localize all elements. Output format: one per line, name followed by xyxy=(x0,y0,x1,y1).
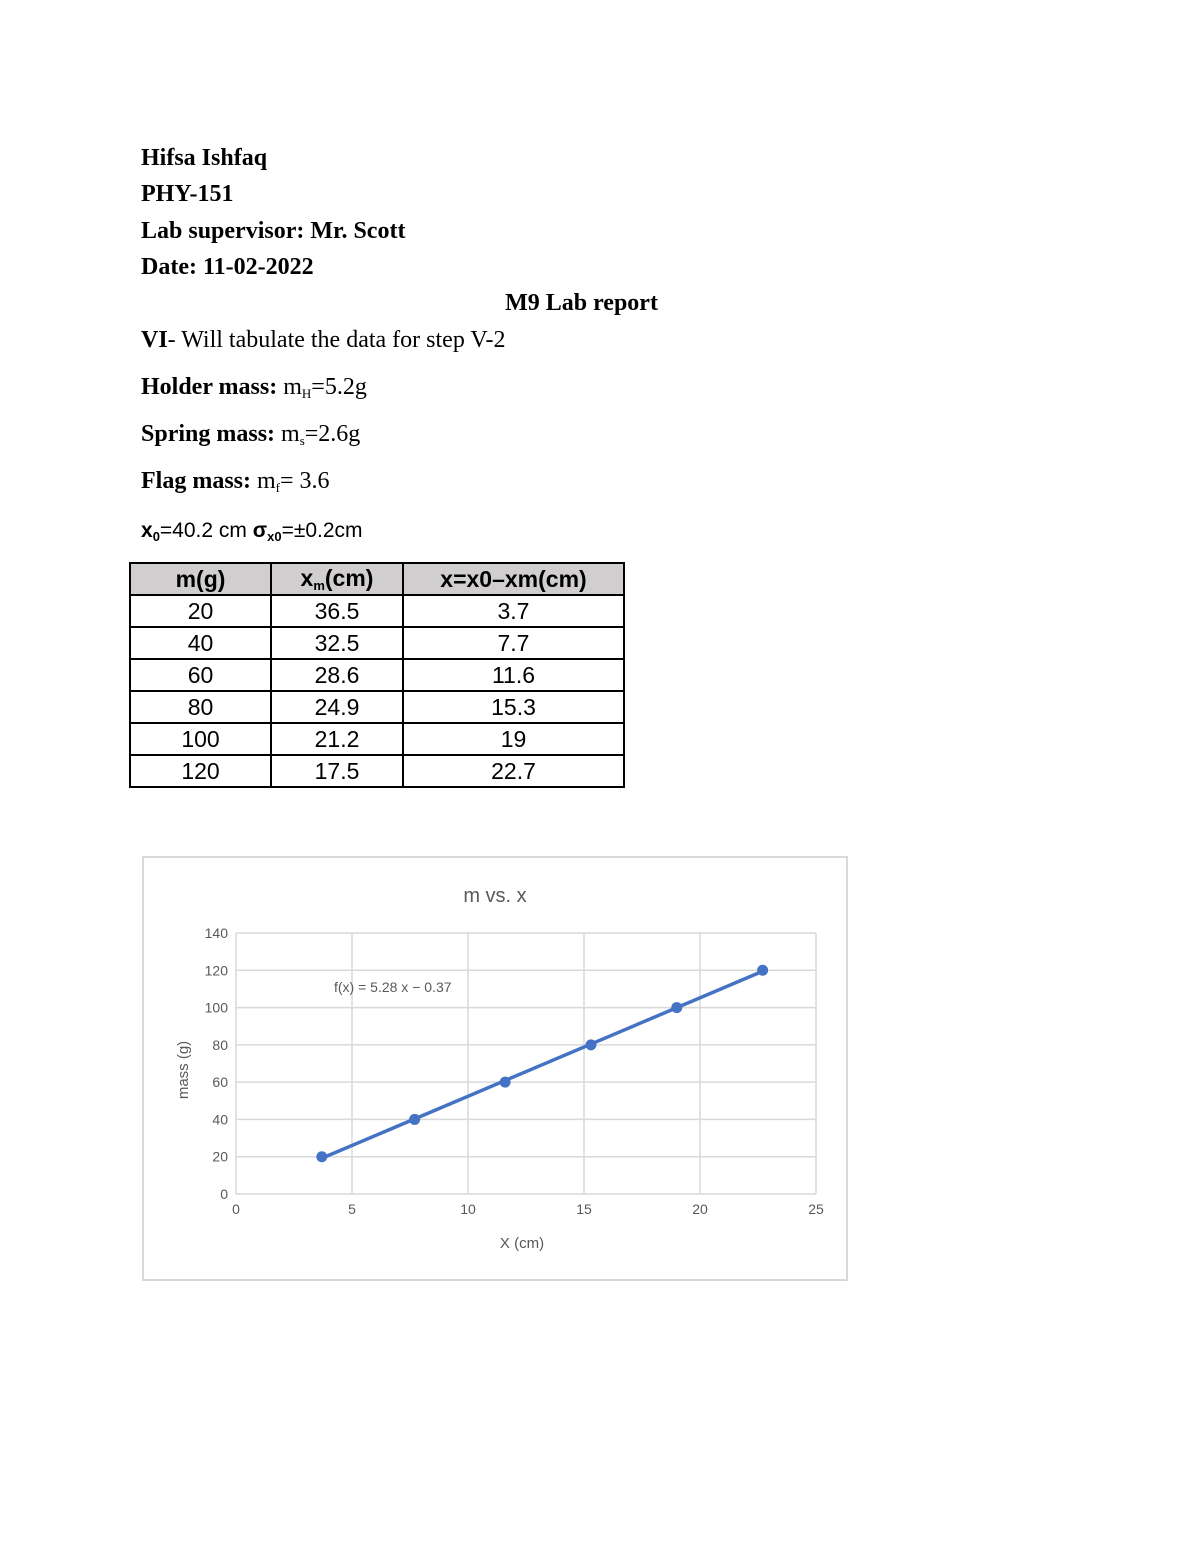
col-header-xm xyxy=(271,563,403,595)
spring-mass-value: =2.6g xyxy=(304,421,361,447)
sigma-value: =±0.2cm xyxy=(281,519,363,542)
y-axis-label: mass (g) xyxy=(175,1040,192,1100)
holder-mass-label: Holder mass: xyxy=(141,374,278,400)
sigma-sub: x0 xyxy=(267,529,282,544)
flag-mass-label: Flag mass: xyxy=(141,468,251,494)
cell-x: 11.6 xyxy=(403,659,624,691)
step-line xyxy=(141,325,506,355)
chart-title: m vs. x xyxy=(463,885,527,907)
x-tick-label: 10 xyxy=(460,1201,476,1217)
cell-x: 19 xyxy=(403,723,624,755)
x-tick-label: 25 xyxy=(808,1201,824,1217)
x0-value: =40.2 cm xyxy=(159,519,247,542)
trendline xyxy=(322,971,763,1158)
x0-line xyxy=(141,516,363,552)
col-header-xm-main: x xyxy=(300,565,314,591)
x-tick-label: 15 xyxy=(576,1201,592,1217)
x-tick-label: 5 xyxy=(348,1201,356,1217)
cell-xm: 36.5 xyxy=(271,595,403,627)
col-header-displacement: x=x0–xm(cm) xyxy=(403,563,624,595)
cell-xm: 24.9 xyxy=(271,691,403,723)
flag-mass-sub: f xyxy=(275,480,281,495)
cell-mass: 120 xyxy=(130,755,271,787)
cell-mass: 60 xyxy=(130,659,271,691)
table-row xyxy=(130,691,624,723)
data-point xyxy=(409,1114,420,1125)
cell-mass: 100 xyxy=(130,723,271,755)
cell-mass: 20 xyxy=(130,595,271,627)
spring-mass-sub: s xyxy=(299,433,305,448)
cell-x: 22.7 xyxy=(403,755,624,787)
x-tick-label: 0 xyxy=(232,1201,240,1217)
col-header-xm-rest: (cm) xyxy=(324,565,374,591)
cell-x: 15.3 xyxy=(403,691,624,723)
spring-mass-symbol: m xyxy=(281,421,300,447)
x-axis-label: X (cm) xyxy=(499,1235,545,1252)
report-date: Date: 11-02-2022 xyxy=(141,254,314,280)
x-tick-label: 20 xyxy=(692,1201,708,1217)
flag-mass-line xyxy=(141,466,330,503)
flag-mass-value: = 3.6 xyxy=(280,468,330,494)
holder-mass-sub: H xyxy=(301,386,312,401)
cell-x: 3.7 xyxy=(403,595,624,627)
y-tick-label: 120 xyxy=(204,962,228,979)
table-row xyxy=(130,595,624,627)
col-header-xm-sub: m xyxy=(313,578,325,593)
lab-supervisor: Lab supervisor: Mr. Scott xyxy=(141,218,406,244)
trendline-equation: f(x) = 5.28 x − 0.37 xyxy=(334,979,452,995)
scatter-chart xyxy=(144,858,846,1279)
flag-mass-symbol: m xyxy=(257,468,276,494)
sigma-symbol: σ xyxy=(252,519,268,542)
table-row xyxy=(130,723,624,755)
y-tick-label: 60 xyxy=(212,1074,228,1091)
col-header-mass: m(g) xyxy=(130,563,271,595)
student-name: Hifsa Ishfaq xyxy=(141,145,268,171)
y-tick-label: 20 xyxy=(212,1148,228,1165)
x0-symbol: x xyxy=(141,519,153,542)
y-tick-label: 40 xyxy=(212,1111,228,1128)
table-row xyxy=(130,755,624,787)
step-text: - Will tabulate the data for step V-2 xyxy=(167,327,506,353)
holder-mass-line xyxy=(141,372,367,409)
data-point xyxy=(500,1077,511,1088)
data-point xyxy=(316,1151,327,1162)
spring-mass-label: Spring mass: xyxy=(141,421,276,447)
table-header-row xyxy=(130,563,624,595)
y-tick-label: 0 xyxy=(220,1186,228,1202)
cell-mass: 40 xyxy=(130,627,271,659)
data-point xyxy=(757,965,768,976)
x0-sub: 0 xyxy=(152,529,160,544)
course-code: PHY-151 xyxy=(141,181,234,207)
report-title: M9 Lab report xyxy=(505,290,658,316)
cell-xm: 28.6 xyxy=(271,659,403,691)
cell-xm: 32.5 xyxy=(271,627,403,659)
data-point xyxy=(671,1002,682,1013)
chart-frame xyxy=(142,856,848,1281)
data-table xyxy=(129,562,625,788)
cell-mass: 80 xyxy=(130,691,271,723)
table-row xyxy=(130,659,624,691)
y-tick-label: 100 xyxy=(204,999,228,1016)
table-row xyxy=(130,627,624,659)
y-tick-label: 80 xyxy=(212,1036,228,1053)
data-point xyxy=(585,1039,596,1050)
cell-xm: 21.2 xyxy=(271,723,403,755)
cell-x: 7.7 xyxy=(403,627,624,659)
holder-mass-symbol: m xyxy=(283,374,302,400)
y-tick-label: 140 xyxy=(204,925,228,941)
holder-mass-value: =5.2g xyxy=(311,374,367,400)
step-label: VI xyxy=(141,327,168,353)
cell-xm: 17.5 xyxy=(271,755,403,787)
spring-mass-line xyxy=(141,419,360,456)
